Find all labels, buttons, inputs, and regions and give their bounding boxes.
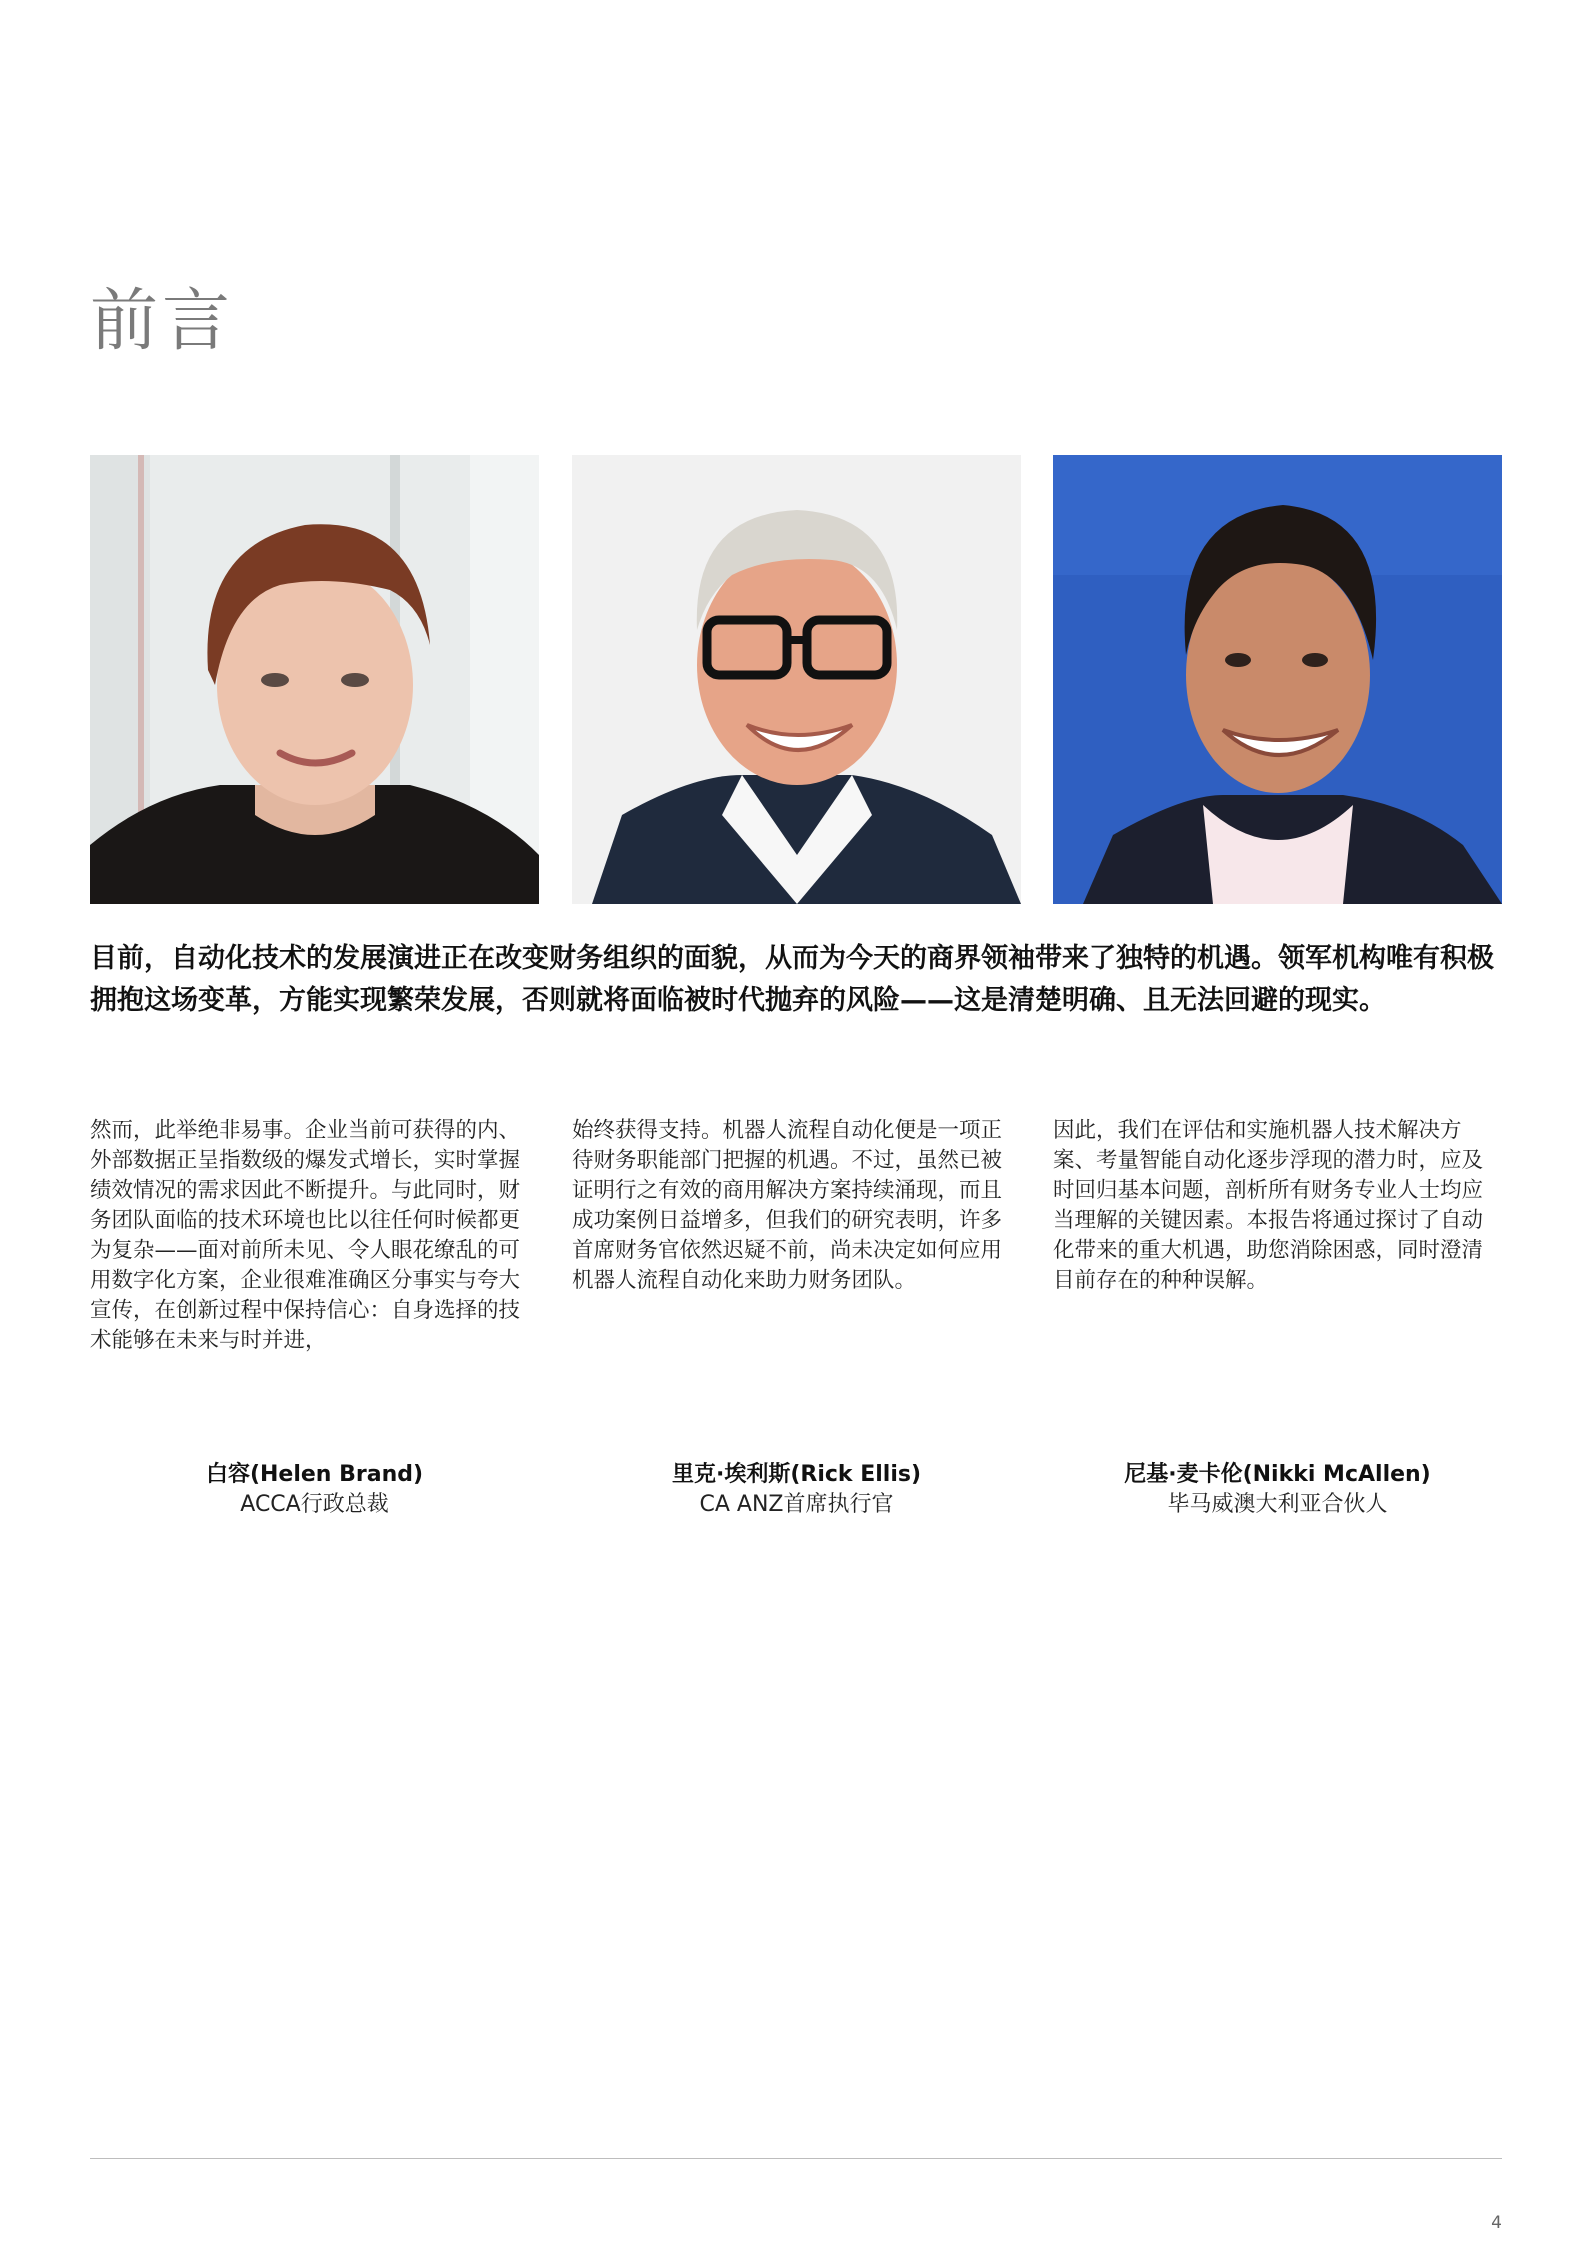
signatory-role: CA ANZ首席执行官 bbox=[699, 1492, 894, 1517]
page-number: 4 bbox=[1491, 2213, 1502, 2233]
lead-paragraph: 目前，自动化技术的发展演进正在改变财务组织的面貌，从而为今天的商界领袖带来了独特的机遇。领军机构唯有积极拥抱这场变革，方能实现繁荣发展，否则就将面临被时代抛弃的风险——这是清楚明确、且无法回避的现实。 bbox=[90, 943, 1494, 1016]
signatory-name: 里克·埃利斯(Rick Ellis) bbox=[671, 1462, 922, 1487]
body-column-2: 始终获得支持。机器人流程自动化便是一项正待财务职能部门把握的机遇。不过，虽然已被证明行之有效的商用解决方案持续涌现，而且成功案例日益增多，但我们的研究表明，许多首席财务官依然迟疑不前，尚未决定如何应用机器人流程自动化来助力财务团队。 bbox=[572, 1118, 1003, 1293]
body-column-3: 因此，我们在评估和实施机器人技术解决方案、考量智能自动化逐步浮现的潜力时，应及时回归基本问题，剖析所有财务专业人士均应当理解的关键因素。本报告将通过探讨了自动化带来的重大机遇，助您消除困惑，同时澄清目前存在的种种误解。 bbox=[1053, 1118, 1484, 1293]
portrait-illustration bbox=[572, 455, 1021, 904]
body-column-1: 然而，此举绝非易事。企业当前可获得的内、外部数据正呈指数级的爆发式增长，实时掌握绩效情况的需求因此不断提升。与此同时，财务团队面临的技术环境也比以往任何时候都更为复杂——面对前所未见、令人眼花缭乱的可用数字化方案，企业很难准确区分事实与夸大宣传，在创新过程中保持信心：自身选择的技术能够在未来与时并进， bbox=[90, 1118, 521, 1353]
signatory-name: 白容(Helen Brand) bbox=[205, 1462, 424, 1487]
signatory-rick-ellis bbox=[572, 1460, 1021, 1520]
portrait-photo-helen-brand bbox=[90, 455, 539, 904]
portrait-photo-rick-ellis bbox=[572, 455, 1021, 904]
signatory-nikki-mcallen bbox=[1053, 1460, 1502, 1520]
portrait-illustration bbox=[90, 455, 539, 904]
signatory-helen-brand bbox=[90, 1460, 539, 1520]
signatory-role: ACCA行政总裁 bbox=[240, 1492, 389, 1517]
page-title: 前言 bbox=[90, 282, 235, 361]
signatory-role: 毕马威澳大利亚合伙人 bbox=[1167, 1492, 1388, 1517]
portrait-illustration bbox=[1053, 455, 1502, 904]
footer-divider bbox=[90, 2158, 1502, 2159]
signatory-name: 尼基·麦卡伦(Nikki McAllen) bbox=[1124, 1462, 1431, 1487]
portrait-photo-nikki-mcallen bbox=[1053, 455, 1502, 904]
